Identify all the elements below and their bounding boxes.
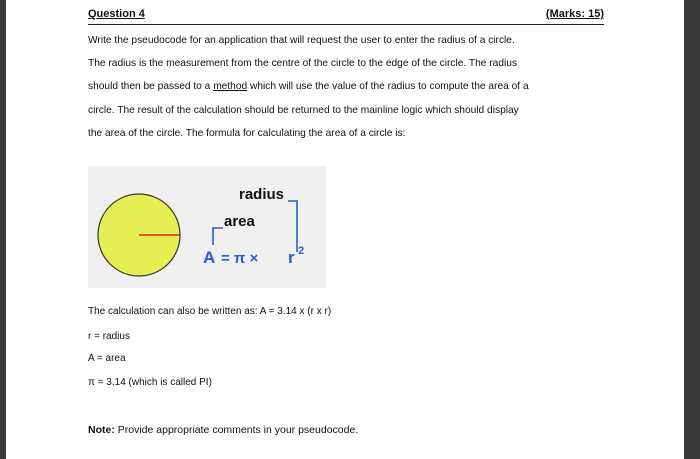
- formula-a: A: [203, 248, 216, 267]
- note-label: Note:: [88, 424, 115, 436]
- area-bracket: [213, 228, 223, 245]
- paragraph-line-2: The radius is the measurement from the centre of the circle to the edge of the circle. The radius: [88, 58, 518, 70]
- calc-line-1: The calculation can also be written as: A = 3.14 x (r x r): [88, 306, 332, 317]
- note: [88, 424, 358, 436]
- formula-operators: = π ×: [221, 250, 259, 267]
- question-header: [88, 7, 604, 25]
- area-label: area: [224, 213, 255, 230]
- formula-r: r: [288, 248, 295, 267]
- note-text: Provide appropriate comments in your pseudocode.: [114, 424, 359, 436]
- question-title: Question 4: [88, 8, 145, 20]
- circle-area-diagram: [88, 166, 326, 288]
- calc-line-4: π = 3.14 (which is called PI): [88, 377, 212, 388]
- radius-label: radius: [239, 186, 285, 203]
- paragraph-line-3: [88, 75, 608, 98]
- question-marks: (Marks: 15): [545, 8, 604, 20]
- paragraph-line-5: the area of the circle. The formula for calculating the area of a circle is:: [88, 127, 406, 139]
- formula-exponent: 2: [298, 245, 305, 257]
- paragraph-line-4: circle. The result of the calculation should be returned to the mainline logic which should display: [88, 104, 519, 116]
- paragraph-line-3-pre: should then be passed to a: [88, 81, 214, 93]
- paragraph-line-3-post: which will use the value of the radius to compute the area of a: [247, 81, 529, 93]
- calc-line-3: A = area: [88, 353, 126, 364]
- calc-line-2: r = radius: [88, 331, 130, 342]
- paragraph-line-1: Write the pseudocode for an application that will request the user to enter the radius of a circle.: [88, 35, 515, 46]
- window-edge-right: [684, 0, 700, 459]
- method-term: method: [213, 81, 248, 93]
- radius-bracket: [288, 201, 297, 252]
- circle-area-figure: [88, 166, 326, 288]
- question-paragraph: [88, 29, 608, 145]
